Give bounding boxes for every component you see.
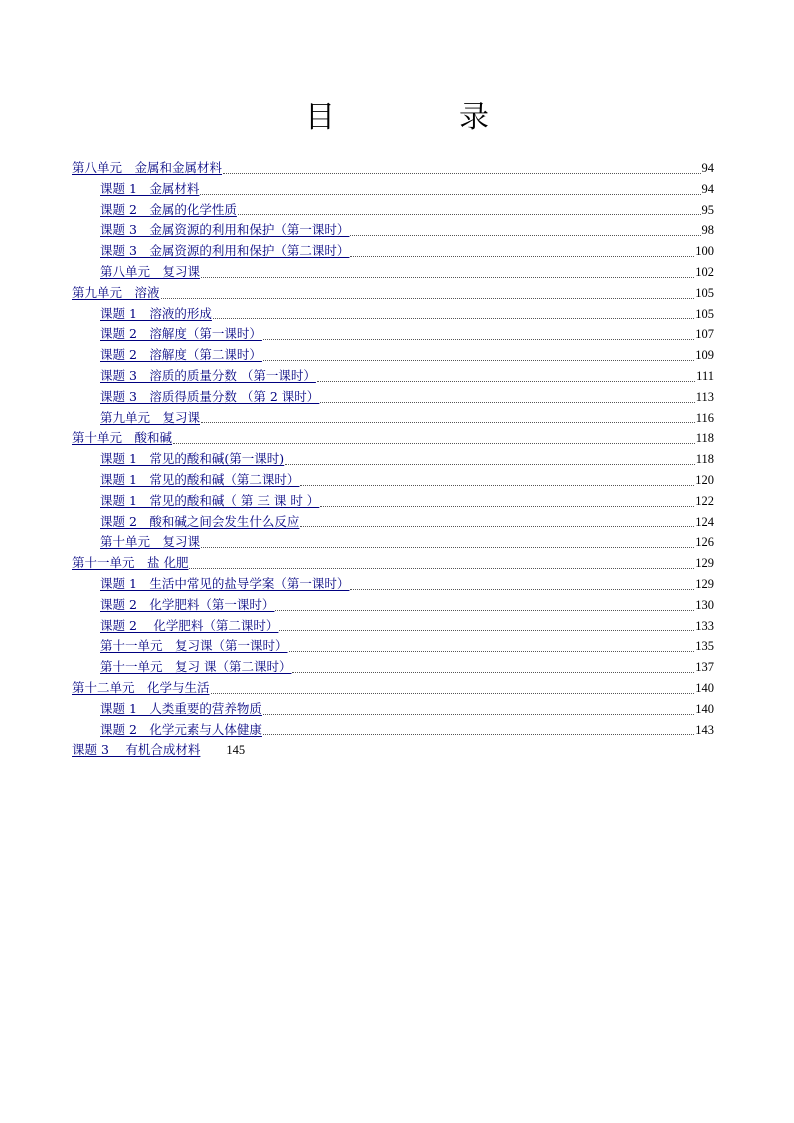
toc-entry-label[interactable]: 课题 3 金属资源的利用和保护（第一课时） — [100, 222, 350, 238]
toc-entry-label[interactable]: 第十二单元 化学与生活 — [72, 679, 210, 695]
toc-entry-page: 118 — [695, 452, 714, 467]
toc-entry-label[interactable]: 第十一单元 复习课（第一课时） — [100, 638, 288, 654]
dot-leader — [263, 720, 694, 741]
dot-leader — [317, 366, 695, 387]
toc-entry[interactable] — [72, 304, 714, 325]
dot-leader — [350, 220, 700, 241]
toc-entry-label[interactable]: 课题 2 化学肥料（第一课时） — [100, 596, 275, 612]
dot-leader — [320, 491, 694, 512]
toc-entry-label[interactable]: 课题 1 常见的酸和碱（ 第 三 课 时 ） — [100, 492, 320, 508]
toc-entry-label[interactable]: 第八单元 金属和金属材料 — [72, 160, 223, 175]
dot-leader — [292, 657, 694, 678]
toc-entry[interactable] — [72, 345, 714, 366]
toc-entry-page: 94 — [701, 161, 714, 175]
dot-leader — [201, 262, 694, 283]
toc-title — [0, 96, 794, 140]
toc-entry-unit-12[interactable] — [72, 678, 714, 699]
toc-entry-page: 105 — [695, 306, 714, 321]
toc-entry-page: 130 — [695, 597, 714, 612]
toc-entry-unit-9[interactable] — [72, 283, 714, 304]
toc-entry-page: 100 — [695, 244, 714, 259]
toc-entry[interactable] — [72, 616, 714, 637]
dot-leader — [223, 158, 700, 179]
toc-entry-page: 143 — [695, 722, 714, 737]
toc-entry-page: 107 — [695, 327, 714, 342]
toc-entry[interactable] — [72, 657, 714, 678]
toc-entry-label[interactable]: 课题 2 化学肥料（第二课时） — [100, 617, 279, 633]
dot-leader — [211, 678, 695, 699]
dot-leader — [350, 574, 694, 595]
toc-entry-label[interactable]: 第八单元 复习课 — [100, 263, 201, 279]
dot-leader — [320, 387, 694, 408]
toc-entry[interactable] — [72, 179, 714, 200]
toc-entry-page: 98 — [701, 223, 714, 238]
toc-entry[interactable] — [72, 262, 714, 283]
dot-leader — [201, 408, 695, 429]
toc-entry-label[interactable]: 课题 2 金属的化学性质 — [100, 201, 237, 217]
toc-entry[interactable] — [72, 512, 714, 533]
dot-leader — [275, 595, 694, 616]
toc-entry[interactable] — [72, 241, 714, 262]
toc-entry-page: 102 — [695, 264, 714, 279]
toc-entry-page: 133 — [695, 618, 714, 633]
toc-entry-label[interactable]: 课题 2 化学元素与人体健康 — [100, 721, 262, 737]
dot-leader — [161, 283, 695, 304]
toc-entry[interactable] — [72, 324, 714, 345]
toc-entry-page: 137 — [695, 660, 714, 675]
toc-entry-page: 105 — [695, 285, 714, 300]
toc-entry[interactable] — [72, 449, 714, 470]
toc-entry[interactable] — [72, 220, 714, 241]
dot-leader — [350, 241, 694, 262]
dot-leader — [238, 200, 701, 221]
toc-title-char-1: 目 — [305, 100, 335, 135]
toc-entry-label[interactable]: 课题 3 溶质得质量分数 （第 2 课时） — [100, 388, 320, 404]
dot-leader — [213, 304, 694, 325]
toc-entry[interactable] — [72, 387, 714, 408]
toc-entry[interactable] — [72, 200, 714, 221]
toc-entry-label[interactable]: 第十单元 酸和碱 — [72, 430, 173, 446]
dot-leader — [300, 470, 694, 491]
toc-entry-label[interactable]: 课题 1 人类重要的营养物质 — [100, 700, 262, 716]
toc-entry[interactable] — [72, 699, 714, 720]
toc-entry[interactable] — [72, 532, 714, 553]
toc-entry-label[interactable]: 课题 2 酸和碱之间会发生什么反应 — [100, 513, 300, 529]
toc-entry-label[interactable]: 课题 1 金属材料 — [100, 180, 200, 196]
toc-entry[interactable] — [72, 720, 714, 741]
toc-entry-page: 113 — [695, 389, 714, 404]
toc-entry-page: 135 — [695, 639, 714, 654]
toc-entry[interactable] — [72, 491, 714, 512]
toc-entry-page: 109 — [695, 348, 714, 363]
dot-leader — [279, 616, 694, 637]
toc-entry-page: 111 — [696, 368, 714, 383]
toc-entry-page: 95 — [701, 202, 714, 217]
dot-leader — [263, 345, 694, 366]
toc-entry-page: 120 — [695, 472, 714, 487]
toc-entry-unit-11[interactable] — [72, 553, 714, 574]
toc-entry-page: 140 — [695, 680, 714, 695]
dot-leader — [300, 512, 694, 533]
toc-entry-unit-10[interactable] — [72, 428, 714, 449]
toc-entry-page: 140 — [695, 701, 714, 716]
toc-entry-label[interactable]: 第九单元 复习课 — [100, 409, 201, 425]
toc-entry-page: 126 — [695, 535, 714, 550]
toc-entry-label[interactable]: 第九单元 溶液 — [72, 284, 160, 300]
toc-entry-page: 145 — [226, 743, 246, 758]
toc-entry-page: 129 — [695, 556, 714, 571]
toc-entry-page: 122 — [695, 493, 714, 508]
toc-title-char-2: 录 — [459, 100, 489, 135]
toc-entry[interactable] — [72, 595, 714, 616]
table-of-contents — [72, 158, 714, 761]
dot-leader — [189, 553, 694, 574]
toc-entry-label[interactable]: 课题 1 常见的酸和碱（第二课时） — [100, 471, 300, 487]
toc-entry-label[interactable]: 课题 1 常见的酸和碱(第一课时) — [100, 451, 285, 467]
dot-leader — [173, 428, 695, 449]
toc-entry-page: 94 — [701, 181, 714, 196]
toc-entry-page: 118 — [695, 431, 714, 446]
toc-entry-label[interactable]: 课题 2 溶解度（第一课时） — [100, 326, 262, 342]
dot-leader — [200, 179, 700, 200]
toc-entry-label[interactable]: 课题 2 溶解度（第二课时） — [100, 347, 262, 363]
toc-entry-label[interactable]: 课题 3 溶质的质量分数 （第一课时） — [100, 367, 316, 383]
toc-entry-page: 129 — [695, 576, 714, 591]
toc-entry-page: 116 — [695, 410, 714, 425]
dot-leader — [285, 449, 695, 470]
dot-leader — [263, 324, 694, 345]
toc-entry-label[interactable]: 第十一单元 盐 化肥 — [72, 555, 189, 571]
toc-entry-unit-8[interactable] — [72, 158, 714, 179]
toc-entry[interactable] — [72, 366, 714, 387]
toc-entry-label[interactable]: 第十单元 复习课 — [100, 534, 201, 550]
toc-entry-label[interactable]: 第十一单元 复习 课（第二课时） — [100, 659, 292, 675]
toc-entry-page: 124 — [695, 514, 714, 529]
toc-entry-label[interactable]: 课题 3 有机合成材料 — [72, 742, 201, 758]
dot-leader — [201, 532, 694, 553]
dot-leader — [289, 636, 695, 657]
dot-leader — [263, 699, 694, 720]
toc-entry[interactable] — [72, 740, 714, 761]
toc-entry[interactable] — [72, 636, 714, 657]
toc-entry-label[interactable]: 课题 1 溶液的形成 — [100, 305, 212, 321]
toc-entry[interactable] — [72, 408, 714, 429]
toc-entry[interactable] — [72, 470, 714, 491]
toc-entry[interactable] — [72, 574, 714, 595]
toc-entry-label[interactable]: 课题 1 生活中常见的盐导学案（第一课时） — [100, 575, 350, 591]
toc-entry-label[interactable]: 课题 3 金属资源的利用和保护（第二课时） — [100, 243, 350, 259]
